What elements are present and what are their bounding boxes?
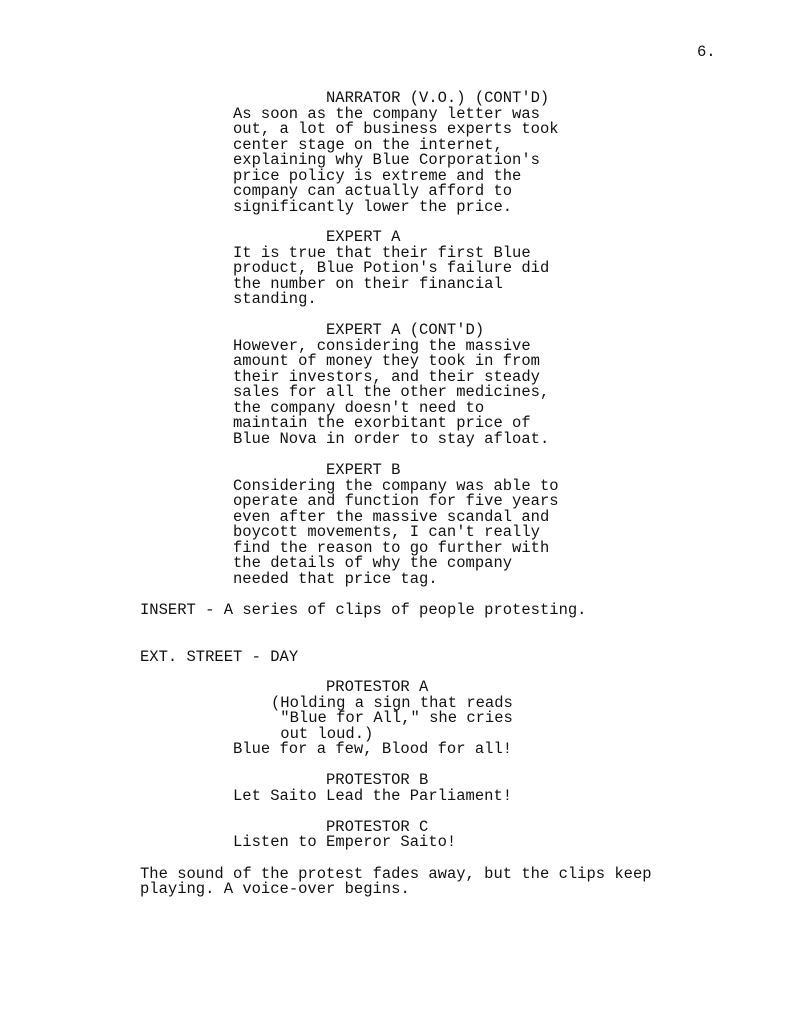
dialogue-line: sales for all the other medicines, [233,383,550,402]
character-cue: NARRATOR (V.O.) (CONT'D) [326,89,550,107]
dialogue-line: Blue for a few, Blood for all! [233,740,513,758]
dialogue-line: their investors, and their steady [233,367,540,386]
dialogue-line: As soon as the company letter was [233,105,540,123]
dialogue-line: out, a lot of business experts took [233,120,559,139]
dialogue-line: find the reason to go further with [233,538,550,557]
dialogue-line: amount of money they took in from [233,352,540,371]
parenthetical-line: "Blue for All," she cries [271,709,513,728]
dialogue-line: the details of why the company [233,554,513,573]
action-line: playing. A voice-over begins. [140,880,410,899]
dialogue-line: operate and function for five years [233,492,559,511]
character-cue: EXPERT A [326,228,401,246]
dialogue-block [233,479,559,587]
dialogue-block [233,246,549,308]
action-block [140,867,652,898]
dialogue-line: product, Blue Potion's failure did [233,259,550,278]
character-cue: PROTESTOR A [326,678,429,696]
dialogue-line: Let Saito Lead the Parliament! [233,787,513,805]
character-cue: PROTESTOR B [326,771,429,789]
scene-heading: EXT. STREET - DAY [140,648,299,666]
parenthetical-block [271,696,513,742]
dialogue-line: boycott movements, I can't really [233,523,540,542]
dialogue-line: even after the massive scandal and [233,507,550,526]
dialogue-line: Blue Nova in order to stay afloat. [233,429,550,448]
character-cue: EXPERT A (CONT'D) [326,321,485,339]
dialogue-line: However, considering the massive [233,337,531,355]
character-cue: EXPERT B [326,461,401,479]
dialogue-line: standing. [233,290,317,309]
page-number: 6. [697,43,716,61]
dialogue-line: price policy is extreme and the [233,166,522,185]
dialogue-line: It is true that their first Blue [233,244,531,262]
parenthetical-line: (Holding a sign that reads [271,694,513,712]
dialogue-block [233,107,559,215]
dialogue-line: Listen to Emperor Saito! [233,833,457,851]
dialogue-line: explaining why Blue Corporation's [233,151,540,170]
character-cue: PROTESTOR C [326,818,429,836]
dialogue-block [233,339,549,447]
dialogue-line: center stage on the internet, [233,135,503,154]
action-line: The sound of the protest fades away, but the clips keep [140,865,652,883]
action-line: INSERT - A series of clips of people protesting. [140,601,587,619]
parenthetical-line: out loud.) [271,724,374,743]
dialogue-line: needed that price tag. [233,569,438,588]
dialogue-line: Considering the company was able to [233,477,559,495]
dialogue-line: the company doesn't need to [233,398,485,417]
dialogue-line: significantly lower the price. [233,197,513,216]
dialogue-line: company can actually afford to [233,182,513,201]
dialogue-line: maintain the exorbitant price of [233,414,531,433]
dialogue-line: the number on their financial [233,274,503,293]
